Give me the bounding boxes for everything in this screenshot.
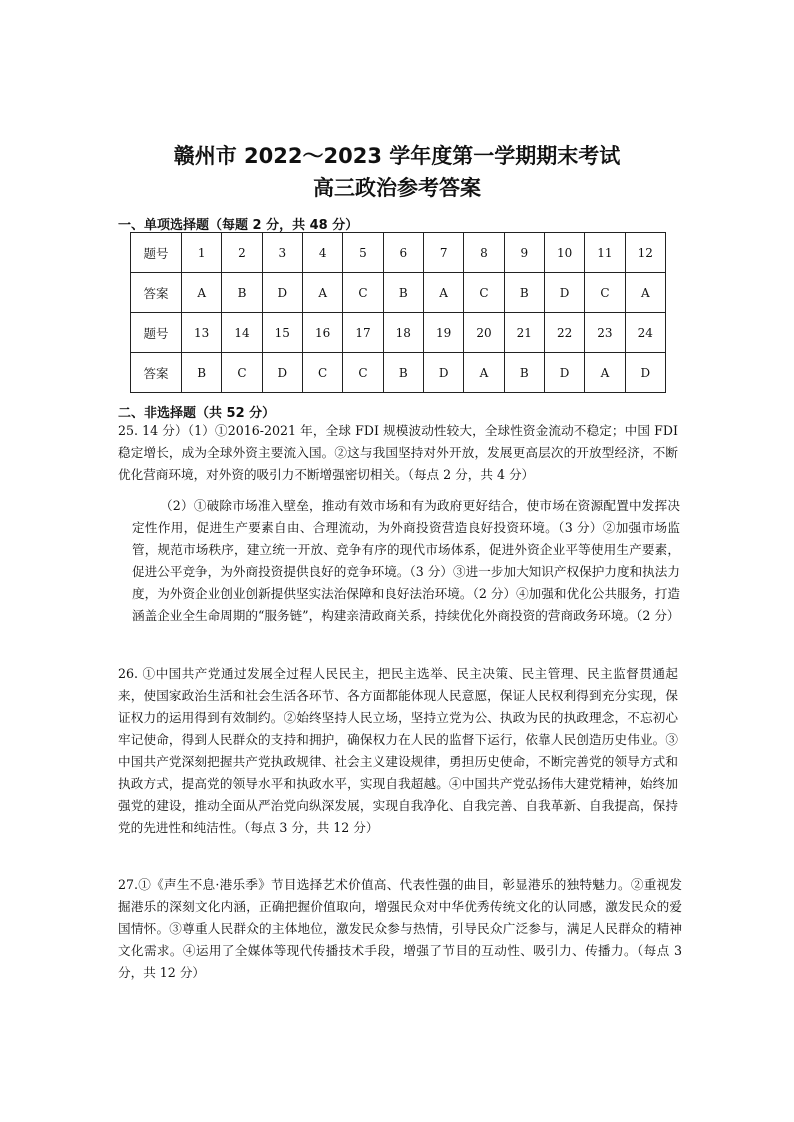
question-number: 3	[262, 233, 302, 273]
question-number: 2	[222, 233, 262, 273]
question-number: 16	[302, 313, 342, 353]
question-number: 18	[383, 313, 423, 353]
question-number: 6	[383, 233, 423, 273]
question-number: 19	[423, 313, 463, 353]
answer-cell: A	[302, 273, 342, 313]
row-label: 题号	[131, 233, 182, 273]
question-number: 5	[343, 233, 383, 273]
answer-cell: C	[302, 353, 342, 393]
table-row	[131, 313, 666, 353]
answer-cell: C	[464, 273, 504, 313]
answer-cell: B	[504, 353, 544, 393]
question-number: 1	[182, 233, 222, 273]
answer-cell: D	[423, 353, 463, 393]
question-number: 11	[585, 233, 625, 273]
answer-cell: C	[343, 353, 383, 393]
question-number: 9	[504, 233, 544, 273]
answer-cell: D	[544, 353, 584, 393]
row-label: 答案	[131, 273, 182, 313]
question-number: 22	[544, 313, 584, 353]
answer-cell: C	[585, 273, 625, 313]
question-number: 24	[625, 313, 665, 353]
question-number: 8	[464, 233, 504, 273]
answer-table	[130, 232, 666, 393]
question-number: 17	[343, 313, 383, 353]
question-number: 14	[222, 313, 262, 353]
answer-cell: B	[504, 273, 544, 313]
question-26: 26. ①中国共产党通过发展全过程人民民主，把民主选举、民主决策、民主管理、民主监督贯通起来，使国家政治生活和社会生活各环节、各方面都能体现人民意愿，保证人民权利得到充分实现，保证权力的运用得到有效制约。②始终坚持人民立场，坚持立党为公、执政为民的执政理念，不忘初心牢记使命，得到人民群众的支持和拥护，确保权力在人民的监督下运行，依靠人民创造历史伟业。③中国共产党深刻把握共产党执政规律、社会主义建设规律，勇担历史使命，不断完善党的领导方式和执政方式，提高党的领导水平和执政水平，实现自我超越。④中国共产党弘扬伟大建党精神，始终加强党的建设，推动全面从严治党向纵深发展，实现自我净化、自我完善、自我革新、自我提高，保持党的先进性和纯洁性。（每点 3 分，共 12 分）	[118, 666, 678, 835]
table-row	[131, 273, 666, 313]
answer-cell: C	[222, 353, 262, 393]
exam-title: 赣州市 2022～2023 学年度第一学期期末考试	[173, 144, 621, 168]
answer-cell: C	[343, 273, 383, 313]
answer-cell: D	[262, 273, 302, 313]
row-label: 答案	[131, 353, 182, 393]
question-27: 27.①《声生不息·港乐季》节目选择艺术价值高、代表性强的曲目，彰显港乐的独特魅力。②重视发掘港乐的深刻文化内涵，正确把握价值取向，增强民众对中华优秀传统文化的认同感，激发民众的爱国情怀。③尊重人民群众的主体地位，激发民众参与热情，引导民众广泛参与，满足人民群众的精神文化需求。④运用了全媒体等现代传播技术手段，增强了节目的互动性、吸引力、传播力。（每点 3 分，共 12 分）	[118, 877, 682, 980]
answer-cell: B	[383, 273, 423, 313]
answer-cell: A	[423, 273, 463, 313]
answer-cell: A	[625, 273, 665, 313]
question-number: 7	[423, 233, 463, 273]
answer-cell: A	[182, 273, 222, 313]
question-25-part2: （2）①破除市场准入壁垒，推动有效市场和有为政府更好结合，使市场在资源配置中发挥决定性作用，促进生产要素自由、合理流动，为外商投资营造良好投资环境。（3 分）②加强市场监管，规范市场秩序，建立统一开放、竞争有序的现代市场体系，促进外资企业平等使用生产要素，促进公平竞争，为外商投资提供良好的竞争环境。（3 分）③进一步加大知识产权保护力度和执法力度，为外资企业创业创新提供坚实法治保障和良好法治环境。（2 分）④加强和优化公共服务，打造涵盖企业全生命周期的“服务链”，构建亲清政商关系，持续优化外商投资的营商政务环境。（2 分）	[132, 498, 680, 623]
answer-cell: A	[585, 353, 625, 393]
table-row	[131, 353, 666, 393]
question-number: 23	[585, 313, 625, 353]
question-number: 12	[625, 233, 665, 273]
answer-cell: B	[383, 353, 423, 393]
question-number: 13	[182, 313, 222, 353]
question-number: 21	[504, 313, 544, 353]
row-label: 题号	[131, 313, 182, 353]
section1-heading: 一、单项选择题（每题 2 分，共 48 分）	[118, 218, 359, 233]
exam-subtitle: 高三政治参考答案	[313, 176, 481, 200]
answer-cell: D	[544, 273, 584, 313]
question-number: 15	[262, 313, 302, 353]
answer-cell: B	[182, 353, 222, 393]
question-25-part1: 25. 14 分）（1）①2016-2021 年，全球 FDI 规模波动性较大，全球性资金流动不稳定；中国 FDI 稳定增长，成为全球外资主要流入国。②这与我国坚持对外开放，发展更高层次的开放型经济，不断优化营商环境，对外资的吸引力不断增强密切相关。（每点 2 分，共 4 分）	[118, 423, 678, 482]
answer-cell: D	[262, 353, 302, 393]
question-number: 4	[302, 233, 342, 273]
question-number: 10	[544, 233, 584, 273]
answer-cell: A	[464, 353, 504, 393]
table-row	[131, 233, 666, 273]
answer-cell: B	[222, 273, 262, 313]
answer-cell: D	[625, 353, 665, 393]
question-number: 20	[464, 313, 504, 353]
section2-heading: 二、非选择题（共 52 分）	[118, 406, 276, 421]
